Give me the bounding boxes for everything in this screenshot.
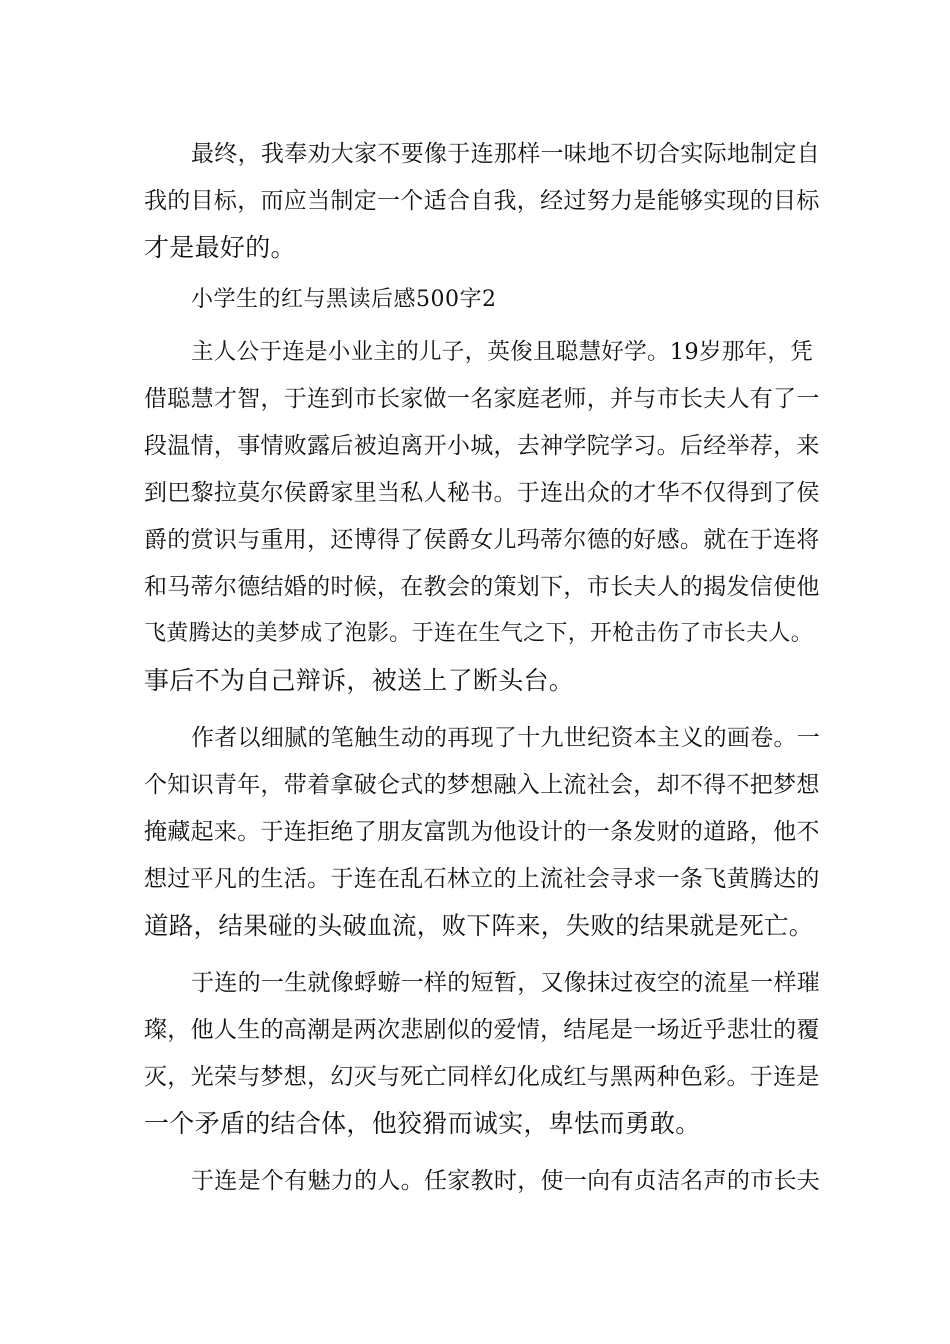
paragraph-line: 道路，结果碰的头破血流，败下阵来，失败的结果就是死亡。 bbox=[144, 911, 814, 940]
paragraph-line: 我的目标，而应当制定一个适合自我，经过努力是能够实现的目标 bbox=[144, 188, 820, 214]
paragraph-line: 到巴黎拉莫尔侯爵家里当私人秘书。于连出众的才华不仅得到了侯 bbox=[144, 480, 820, 506]
paragraph-line: 借聪慧才智，于连到市长家做一名家庭老师，并与市长夫人有了一 bbox=[144, 386, 820, 412]
paragraph-line: 璨，他人生的高潮是两次悲剧似的爱情，结尾是一场近乎悲壮的覆 bbox=[144, 1017, 820, 1043]
paragraph-line: 掩藏起来。于连拒绝了朋友富凯为他设计的一条发财的道路，他不 bbox=[144, 819, 820, 845]
paragraph-line: 才是最好的。 bbox=[144, 233, 296, 262]
paragraph-line: 个知识青年，带着拿破仑式的梦想融入上流社会，却不得不把梦想 bbox=[144, 772, 820, 798]
paragraph-line: 作者以细腻的笔触生动的再现了十九世纪资本主义的画卷。一 bbox=[191, 725, 821, 751]
paragraph-line: 和马蒂尔德结婚的时候，在教会的策划下，市长夫人的揭发信使他 bbox=[144, 574, 820, 600]
paragraph-line: 段温情，事情败露后被迫离开小城，去神学院学习。后经举荐，来 bbox=[144, 433, 820, 459]
paragraph-line: 事后不为自己辩诉，被送上了断头台。 bbox=[144, 666, 575, 695]
paragraph-line: 一个矛盾的结合体，他狡猾而诚实，卑怯而勇敢。 bbox=[144, 1109, 701, 1138]
section-heading: 小学生的红与黑读后感500字2 bbox=[191, 287, 497, 312]
paragraph-line: 于连的一生就像蜉蝣一样的短暂，又像抹过夜空的流星一样璀 bbox=[191, 970, 821, 996]
paragraph-line: 于连是个有魅力的人。任家教时，使一向有贞洁名声的市长夫 bbox=[191, 1168, 821, 1194]
paragraph-line: 飞黄腾达的美梦成了泡影。于连在生气之下，开枪击伤了市长夫人。 bbox=[144, 621, 814, 646]
paragraph-line: 爵的赏识与重用，还博得了侯爵女儿玛蒂尔德的好感。就在于连将 bbox=[144, 527, 820, 553]
paragraph-line: 想过平凡的生活。于连在乱石林立的上流社会寻求一条飞黄腾达的 bbox=[144, 866, 820, 892]
paragraph-line: 最终，我奉劝大家不要像于连那样一味地不切合实际地制定自 bbox=[191, 141, 821, 167]
paragraph-line: 灭，光荣与梦想，幻灭与死亡同样幻化成红与黑两种色彩。于连是 bbox=[144, 1064, 820, 1090]
paragraph-line: 主人公于连是小业主的儿子，英俊且聪慧好学。19岁那年，凭 bbox=[191, 339, 814, 365]
